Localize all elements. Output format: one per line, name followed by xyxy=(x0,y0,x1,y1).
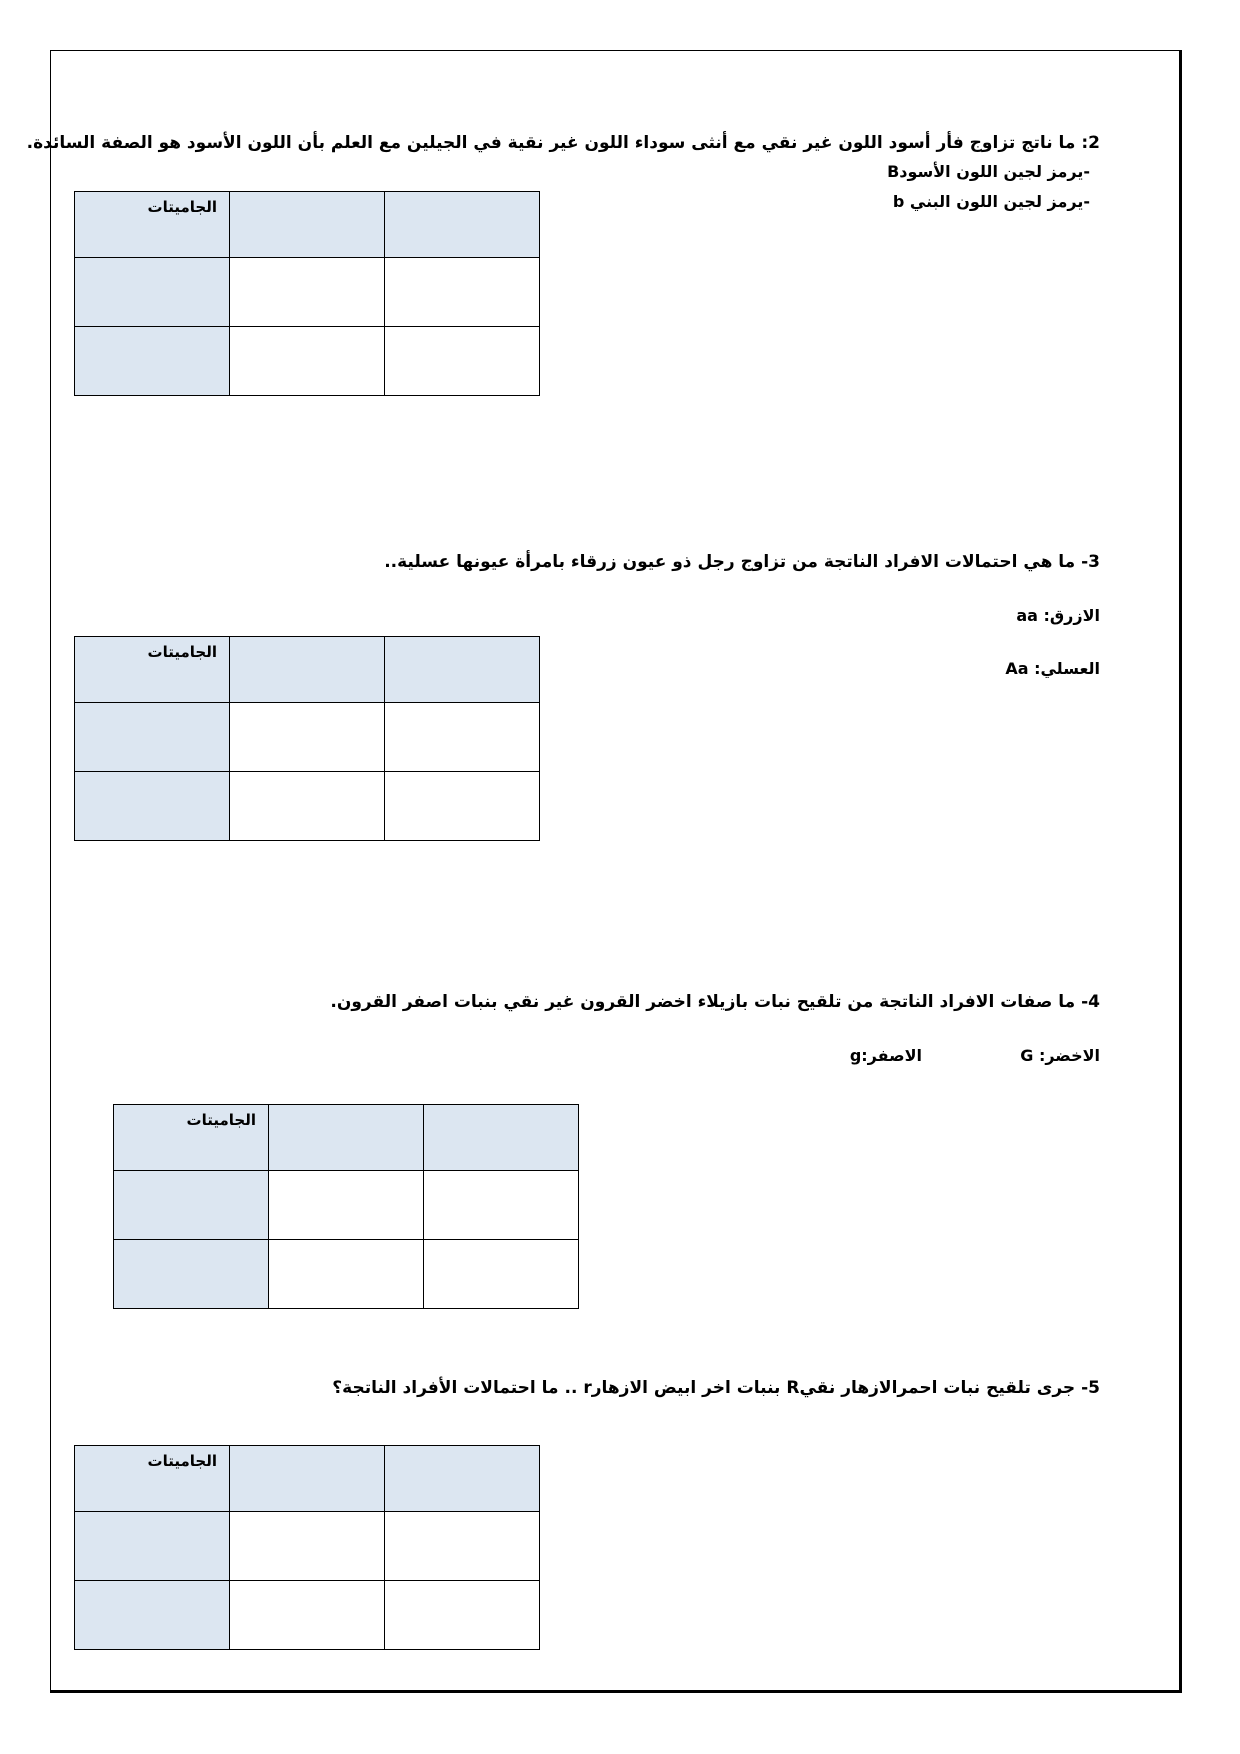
question-2-text: 2: ما ناتج تزاوج فأر أسود اللون غير نقي مع أنثى سوداء اللون غير نقية في الجيلين مع العلم بأن اللون الأسود هو الصفة السائدة. xyxy=(26,133,1100,153)
gametes-label: الجاميتات xyxy=(186,1111,256,1129)
punnett-header-cell[interactable] xyxy=(114,1105,269,1171)
punnett-header-cell[interactable] xyxy=(75,637,230,703)
question-2-note-brown: -يرمز لجين اللون البني b xyxy=(892,192,1090,211)
punnett-square-q3 xyxy=(74,636,540,841)
punnett-cell[interactable] xyxy=(385,258,540,327)
punnett-row-header[interactable] xyxy=(75,772,230,841)
punnett-header-cell[interactable] xyxy=(75,192,230,258)
punnett-square-q5 xyxy=(74,1445,540,1650)
punnett-cell[interactable] xyxy=(424,1240,579,1309)
punnett-cell[interactable] xyxy=(385,703,540,772)
question-4-yellow-allele: الاصفر:g xyxy=(849,1046,922,1065)
punnett-cell[interactable] xyxy=(385,1581,540,1650)
gametes-label: الجاميتات xyxy=(147,643,217,661)
punnett-square-q2 xyxy=(74,191,540,396)
question-3-text: 3- ما هي احتمالات الافراد الناتجة من تزاوج رجل ذو عيون زرقاء بامرأة عيونها عسلية.. xyxy=(384,552,1100,572)
question-3-blue-genotype: الازرق: aa xyxy=(1016,606,1100,625)
punnett-header-cell[interactable] xyxy=(230,1446,385,1512)
punnett-row-header[interactable] xyxy=(75,258,230,327)
question-3-honey-genotype: العسلي: Aa xyxy=(1005,659,1100,678)
punnett-header-cell[interactable] xyxy=(269,1105,424,1171)
punnett-cell[interactable] xyxy=(269,1171,424,1240)
punnett-cell[interactable] xyxy=(230,703,385,772)
punnett-header-cell[interactable] xyxy=(75,1446,230,1512)
question-4-green-allele: الاخضر: G xyxy=(1020,1046,1100,1065)
punnett-cell[interactable] xyxy=(230,327,385,396)
punnett-header-cell[interactable] xyxy=(424,1105,579,1171)
punnett-cell[interactable] xyxy=(424,1171,579,1240)
punnett-square-q4 xyxy=(113,1104,579,1309)
gametes-label: الجاميتات xyxy=(147,198,217,216)
question-5-text: 5- جرى تلقيح نبات احمرالازهار نقيR بنبات اخر ابيض الازهارr .. ما احتمالات الأفراد الناتجة؟ xyxy=(332,1378,1100,1398)
punnett-cell[interactable] xyxy=(385,327,540,396)
punnett-header-cell[interactable] xyxy=(230,637,385,703)
punnett-cell[interactable] xyxy=(385,772,540,841)
punnett-cell[interactable] xyxy=(230,772,385,841)
punnett-row-header[interactable] xyxy=(75,327,230,396)
punnett-row-header[interactable] xyxy=(114,1171,269,1240)
punnett-cell[interactable] xyxy=(230,258,385,327)
punnett-header-cell[interactable] xyxy=(385,1446,540,1512)
punnett-cell[interactable] xyxy=(230,1512,385,1581)
punnett-row-header[interactable] xyxy=(75,1512,230,1581)
punnett-header-cell[interactable] xyxy=(230,192,385,258)
gametes-label: الجاميتات xyxy=(147,1452,217,1470)
question-2-note-black: -يرمز لجين اللون الأسودB xyxy=(887,162,1090,181)
question-4-text: 4- ما صفات الافراد الناتجة من تلقيح نبات بازيلاء اخضر القرون غير نقي بنبات اصفر القرون. xyxy=(330,992,1100,1012)
punnett-row-header[interactable] xyxy=(75,703,230,772)
punnett-cell[interactable] xyxy=(269,1240,424,1309)
punnett-row-header[interactable] xyxy=(114,1240,269,1309)
punnett-row-header[interactable] xyxy=(75,1581,230,1650)
punnett-header-cell[interactable] xyxy=(385,637,540,703)
punnett-header-cell[interactable] xyxy=(385,192,540,258)
punnett-cell[interactable] xyxy=(230,1581,385,1650)
punnett-cell[interactable] xyxy=(385,1512,540,1581)
